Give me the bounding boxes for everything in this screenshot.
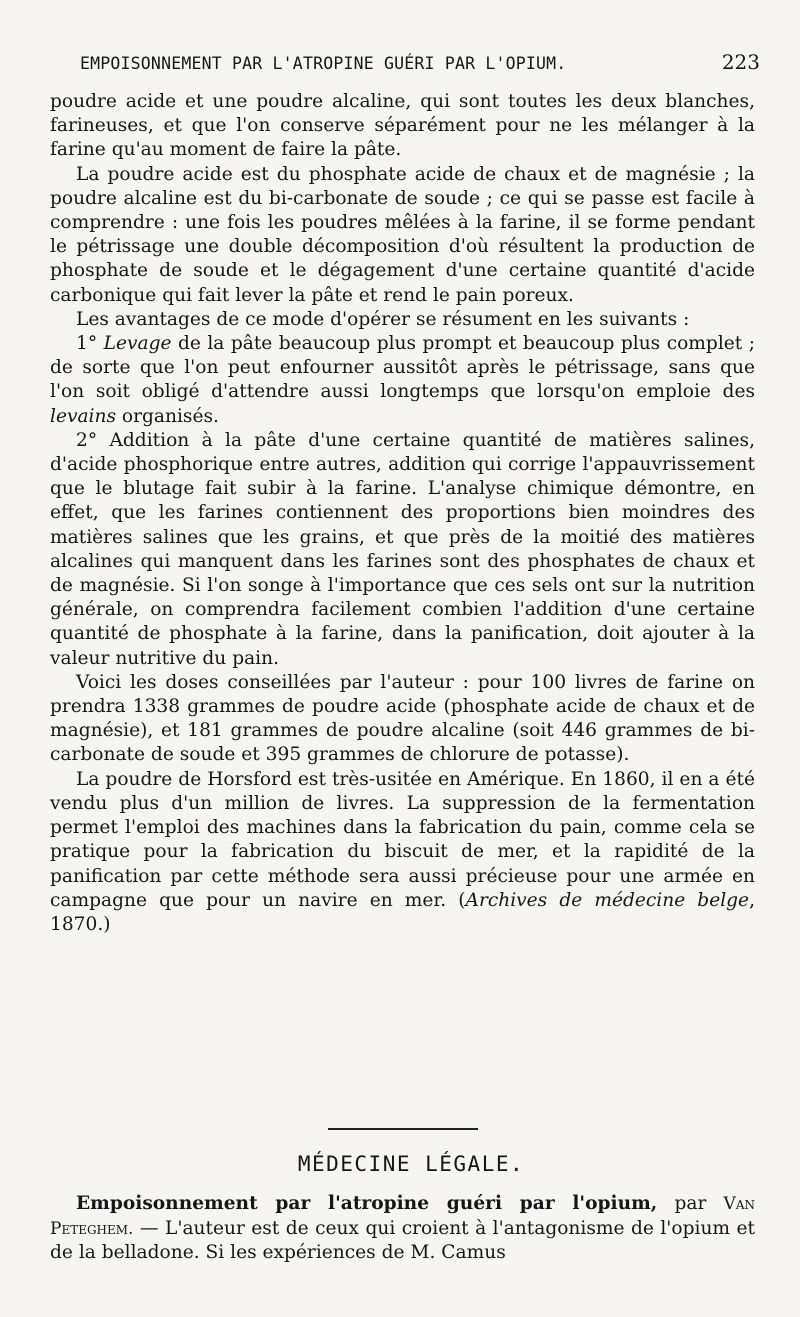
article-by: par	[657, 1193, 724, 1214]
section-title: MÉDECINE LÉGALE.	[297, 1152, 525, 1176]
article-paragraph	[50, 1192, 755, 1266]
paragraph-doses: Voici les doses conseillées par l'auteur : pour 100 livres de farine on prendra 1338 grammes de poudre acide (phosphate acide de chaux et de magnésie), et 181 grammes de poudre alcaline (soit 446 grammes de bi-carbonate de soude et 395 grammes de chlorure de potasse).	[50, 671, 755, 766]
term-levains: levains	[50, 405, 117, 427]
advantage-1-text: de la pâte beaucoup plus prompt et beaucoup plus complet ; de sorte que l'on peut enfourner aussitôt après le pétrissage, sans que l'on soit obligé d'attendre aussi longtemps que lorsqu'on emploie des	[50, 333, 755, 403]
paragraph-advantage-1	[50, 332, 755, 429]
body-text	[50, 90, 755, 937]
item-number: 1°	[76, 333, 98, 355]
advantage-1-end: organisés.	[116, 405, 219, 427]
article-start	[50, 1192, 755, 1266]
term-levage: Levage	[103, 333, 172, 355]
paragraph-advantages-intro: Les avantages de ce mode d'opérer se résument en les suivants :	[76, 308, 690, 330]
paragraph-horsford	[50, 768, 755, 937]
running-title: EMPOISONNEMENT PAR L'ATROPINE GUÉRI PAR L'OPIUM.	[80, 54, 567, 73]
article-author: Van Peteghem.	[50, 1194, 755, 1239]
page-number: 223	[721, 50, 760, 74]
article-text: — L'auteur est de ceux qui croient à l'antagonisme de l'opium et de la belladone. Si les expériences de M. Camus	[50, 1217, 755, 1264]
paragraph-advantage-2: 2° Addition à la pâte d'une certaine quantité de matières salines, d'acide phosphorique entre autres, addition qui corrige l'appauvrissement que le blutage fait subir à la farine. L'analyse chimique démontre, en effet, que les farines contiennent des proportions bien moindres des matières salines que les grains, et que près de la moitié des matières alcalines qui manquent dans les farines sont des phosphates de chaux et de magnésie. Si l'on songe à l'importance que ces sels ont sur la nutrition générale, on comprendra facilement combien l'addition d'une certaine quantité de phosphate à la farine, dans la panification, doit ajouter à la valeur nutritive du pain.	[50, 429, 755, 669]
horsford-text: La poudre de Horsford est très-usitée en Amérique. En 1860, il en a été vendu plus d'un million de livres. La suppression de la fermentation permet l'emploi des machines dans la fabrication du pain, comme cela se pratique pour la fabrication du biscuit de mer, et la rapidité de la panification par cette méthode sera aussi précieuse pour une armée en campagne que pour un navire en mer. (	[50, 768, 755, 911]
paragraph-chemistry: La poudre acide est du phosphate acide de chaux et de magnésie ; la poudre alcaline est du bi-carbonate de soude ; ce qui se passe est facile à comprendre : une fois les poudres mêlées à la farine, il se forme pendant le pétrissage une double décomposition d'où résultent la production de phosphate de soude et le dégagement d'une certaine quantité d'acide carbonique qui fait lever la pâte et rend le pain poreux.	[50, 163, 755, 306]
section-divider	[328, 1128, 478, 1130]
running-header	[80, 50, 760, 74]
article-title: Empoisonnement par l'atropine guéri par l'opium,	[76, 1193, 658, 1214]
citation-year: , 1870.)	[50, 889, 755, 935]
paragraph-continuation: poudre acide et une poudre alcaline, qui sont toutes les deux blanches, farineuses, et que l'on conserve séparément pour ne les mélanger à la farine qu'au moment de faire la pâte.	[50, 91, 755, 161]
source-citation: Archives de médecine belge	[465, 889, 750, 911]
